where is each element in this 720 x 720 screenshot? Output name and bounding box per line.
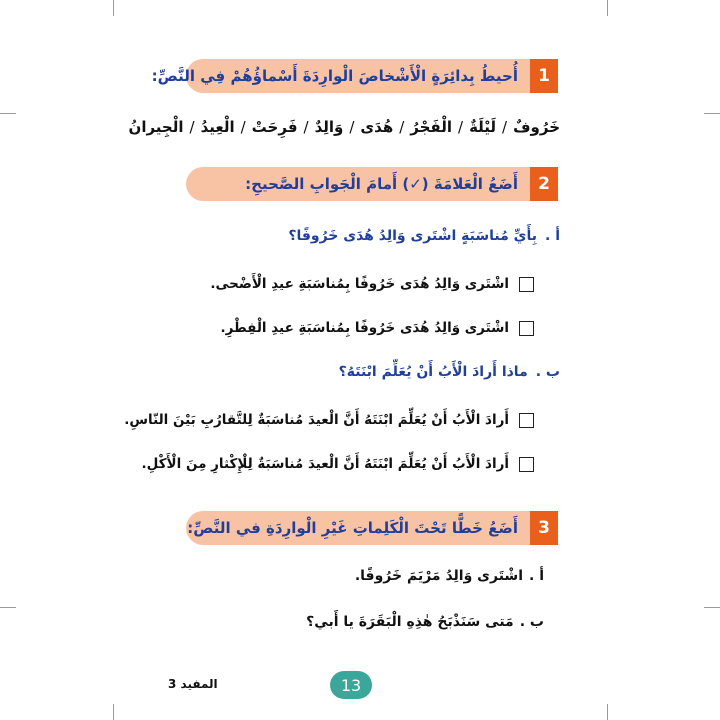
option-a2[interactable] bbox=[220, 320, 534, 336]
answer-checkbox[interactable] bbox=[519, 321, 534, 336]
crop-mark bbox=[113, 704, 114, 720]
word-item[interactable]: وَالِدٌ bbox=[314, 118, 344, 136]
word-list bbox=[129, 118, 560, 136]
option-a1[interactable] bbox=[210, 276, 534, 292]
exercise-3-number: 3 bbox=[530, 511, 558, 545]
question-marker: أ . bbox=[545, 228, 560, 244]
word-item[interactable]: الْجِيرانُ bbox=[128, 118, 184, 136]
crop-mark bbox=[704, 113, 720, 114]
word-separator: / bbox=[240, 118, 246, 136]
option-b1[interactable] bbox=[124, 412, 534, 428]
sentence-a bbox=[355, 568, 544, 584]
exercise-1-instruction: أُحيطُ بِدائِرَةٍ الْأَشْخاصَ الْوارِدَةَ أَسْماؤُهُمْ فِي النَّصِّ: bbox=[151, 67, 518, 85]
question-b bbox=[339, 364, 560, 380]
page-number: 13 bbox=[330, 671, 372, 699]
word-item[interactable]: هُدَى bbox=[360, 118, 394, 136]
sentence-marker: أ . bbox=[529, 568, 544, 584]
crop-mark bbox=[0, 113, 16, 114]
word-item[interactable]: فَرِحَتْ bbox=[251, 118, 298, 136]
question-text: ماذا أَرادَ الْأَبُ أَنْ يُعَلِّمَ ابْنَتَهُ؟ bbox=[338, 364, 528, 380]
crop-mark bbox=[704, 607, 720, 608]
question-a bbox=[288, 228, 560, 244]
word-item[interactable]: لَيْلَةٌ bbox=[469, 118, 497, 136]
crop-mark bbox=[0, 607, 16, 608]
word-separator: / bbox=[502, 118, 508, 136]
exercise-2-instruction: أَضَعُ الْعَلامَةَ (✓) أَمامَ الْجَوابِ الصَّحيحِ: bbox=[245, 175, 518, 193]
exercise-3-instruction: أَضَعُ خَطًّا تَحْتَ الْكَلِماتِ غَيْرِ الْوارِدَةِ في النَّصِّ: bbox=[187, 519, 518, 537]
sentence-marker: ب . bbox=[519, 614, 544, 630]
sentence-text[interactable]: اشْتَرى وَالِدُ مَرْيَمَ خَرُوفًا. bbox=[354, 568, 523, 584]
word-separator: / bbox=[303, 118, 309, 136]
word-separator: / bbox=[399, 118, 405, 136]
crop-mark bbox=[607, 0, 608, 16]
sentence-text[interactable]: مَتى سَنَذْبَحُ هٰذِهِ الْبَقَرَةَ يا أَبي؟ bbox=[306, 614, 514, 630]
exercise-1-number: 1 bbox=[530, 59, 558, 93]
book-title: المفيد 3 bbox=[168, 677, 218, 691]
word-separator: / bbox=[458, 118, 464, 136]
answer-checkbox[interactable] bbox=[519, 457, 534, 472]
exercise-1-banner bbox=[151, 59, 558, 93]
crop-mark bbox=[607, 704, 608, 720]
word-separator: / bbox=[189, 118, 195, 136]
word-separator: / bbox=[349, 118, 355, 136]
option-text: أَرادَ الْأَبُ أَنْ يُعَلِّمَ ابْنَتَهُ أَنَّ الْعيدَ مُناسَبَةٌ لِلْإِكْثارِ مِنَ الْأَكْلِ. bbox=[141, 456, 509, 472]
option-text: أَرادَ الْأَبُ أَنْ يُعَلِّمَ ابْنَتَهُ أَنَّ الْعيدَ مُناسَبَةٌ لِلتَّقارُبِ بَيْنَ النّاسِ. bbox=[124, 412, 509, 428]
exercise-2-number: 2 bbox=[530, 167, 558, 201]
option-text: اشْتَرى وَالِدُ هُدَى خَرُوفًا بِمُناسَبَةِ عيدِ الْأَضْحى. bbox=[210, 276, 509, 292]
exercise-2-banner bbox=[186, 167, 558, 201]
word-item[interactable]: الْفَجْرُ bbox=[410, 118, 452, 136]
sentence-b bbox=[306, 614, 544, 630]
question-text: بِأَيِّ مُناسَبَةٍ اشْتَرى وَالِدُ هُدَى خَرُوفًا؟ bbox=[288, 228, 537, 244]
answer-checkbox[interactable] bbox=[519, 413, 534, 428]
answer-checkbox[interactable] bbox=[519, 277, 534, 292]
option-text: اشْتَرى وَالِدُ هُدَى خَرُوفًا بِمُناسَبَةِ عيدِ الْفِطْرِ. bbox=[220, 320, 509, 336]
question-marker: ب . bbox=[535, 364, 560, 380]
crop-mark bbox=[113, 0, 114, 16]
exercise-3-banner bbox=[186, 511, 558, 545]
word-item[interactable]: خَرُوفٌ bbox=[513, 118, 560, 136]
option-b2[interactable] bbox=[142, 456, 534, 472]
word-item[interactable]: الْعِيدُ bbox=[200, 118, 235, 136]
